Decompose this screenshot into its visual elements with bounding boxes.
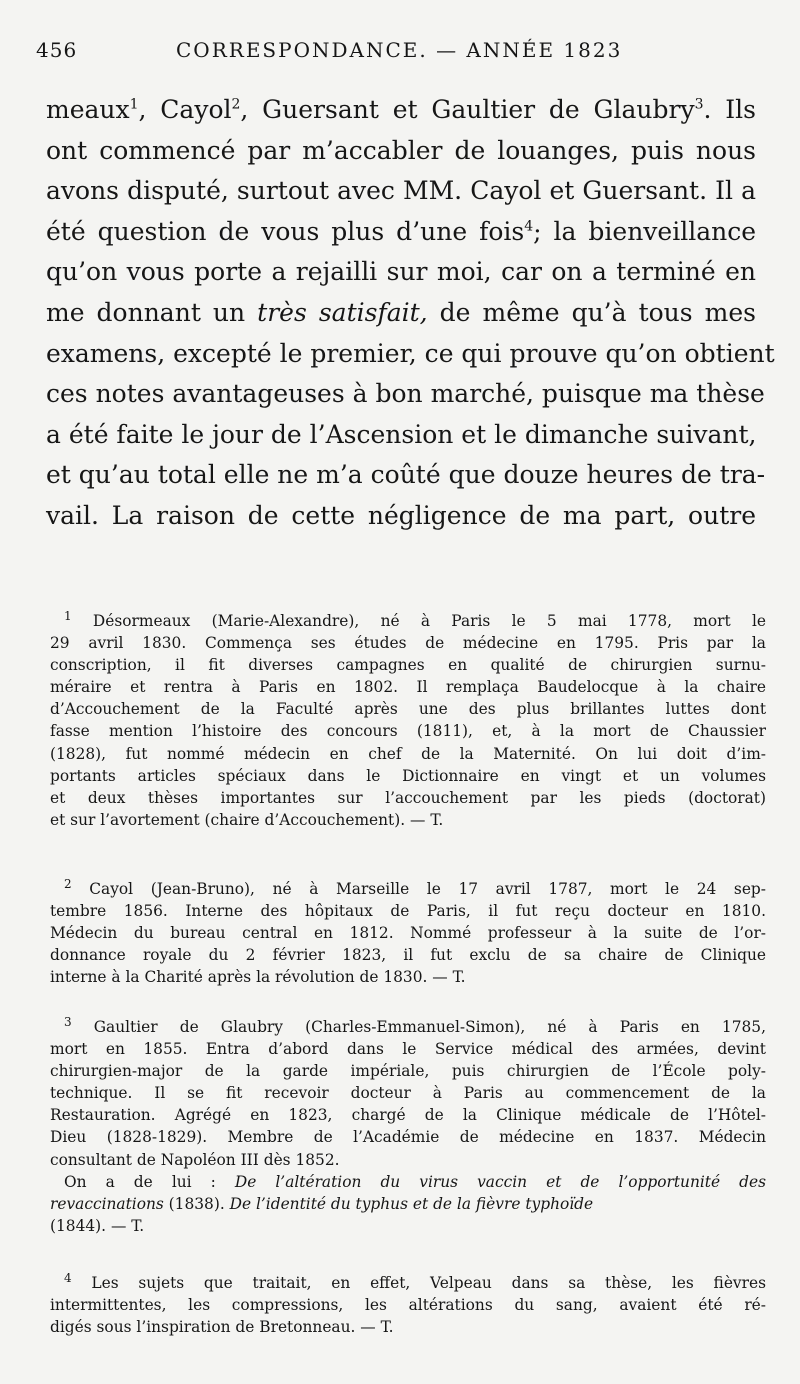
footnote-line: $^1$ Désormeaux (Marie-Alexandre), né à Paris le 5 mai 1778, mort le xyxy=(64,608,766,630)
body-line: qu’on vous porte a rejailli sur moi, car on a terminé en xyxy=(46,257,756,287)
body-line: meaux$^1$, Cayol$^2$, Guersant et Gaultier de Glaubry$^3$. Ils xyxy=(46,95,756,124)
body-line: examens, excepté le premier, ce qui prouve qu’on obtient xyxy=(46,338,775,368)
body-line: vail. La raison de cette négligence de ma part, outre xyxy=(46,500,756,530)
main-text xyxy=(46,90,775,537)
footnote-line: On a de lui : De l’altération du virus vaccin et de l’opportunité des xyxy=(64,1172,766,1191)
page-header xyxy=(36,38,766,74)
footnote-2 xyxy=(50,878,766,988)
book-title: revaccinations xyxy=(50,1194,164,1213)
note-reference-2[interactable]: 2 xyxy=(231,96,241,113)
footnote-line: fasse mention l’histoire des concours (1811), et, à la mort de Chaussier xyxy=(50,722,766,741)
footnote-line: digés sous l’inspiration de Bretonneau. — T. xyxy=(50,1318,394,1337)
body-line: a été faite le jour de l’Ascension et le dimanche suivant, xyxy=(46,419,757,449)
body-line: été question de vous plus d’une fois$^4$; la bienveillance xyxy=(46,216,756,246)
footnote-line: $^2$ Cayol (Jean-Bruno), né à Marseille le 17 avril 1787, mort le 24 sep- xyxy=(64,876,766,898)
footnote-4 xyxy=(50,1272,766,1338)
footnote-line: intermittentes, les compressions, les altérations du sang, avaient été ré- xyxy=(50,1296,766,1315)
body-line: et qu’au total elle ne m’a coûté que douze heures de tra- xyxy=(46,460,766,490)
footnote-line: d’Accouchement de la Faculté après une des plus brillantes luttes dont xyxy=(50,700,766,719)
footnote-line: (1828), fut nommé médecin en chef de la Maternité. On lui doit d’im- xyxy=(50,744,766,763)
body-line: ces notes avantageuses à bon marché, puisque ma thèse xyxy=(46,379,765,409)
body-line: avons disputé, surtout avec MM. Cayol et Guersant. Il a xyxy=(46,176,756,206)
footnote-line: tembre 1856. Interne des hôpitaux de Paris, il fut reçu docteur en 1810. xyxy=(50,902,766,921)
footnote-line: revaccinations (1838). De l’identité du typhus et de la fièvre typhoïde xyxy=(50,1194,594,1213)
footnote-number: 4 xyxy=(64,1270,72,1285)
footnote-line: Médecin du bureau central en 1812. Nommé professeur à la suite de l’or- xyxy=(50,924,766,943)
italic-phrase: très satisfait, xyxy=(257,297,428,327)
footnote-3 xyxy=(50,1016,766,1237)
running-head: CORRESPONDANCE. — ANNÉE 1823 xyxy=(176,38,623,62)
body-line: me donnant un très satisfait, de même qu’à tous mes xyxy=(46,297,756,327)
footnote-line: conscription, il fit diverses campagnes en qualité de chirurgien surnu- xyxy=(50,656,766,675)
footnote-line: et sur l’avortement (chaire d’Accouchement). — T. xyxy=(50,810,444,829)
footnote-number: 1 xyxy=(64,608,72,623)
footnote-1 xyxy=(50,610,766,831)
note-reference-1[interactable]: 1 xyxy=(129,96,139,113)
footnote-line: chirurgien-major de la garde impériale, puis chirurgien de l’École poly- xyxy=(50,1062,766,1081)
footnote-line: consultant de Napoléon III dès 1852. xyxy=(50,1150,340,1169)
footnote-line: interne à la Charité après la révolution de 1830. — T. xyxy=(50,968,466,987)
footnote-line: (1844). — T. xyxy=(50,1216,145,1235)
footnote-line: Dieu (1828-1829). Membre de l’Académie de médecine en 1837. Médecin xyxy=(50,1128,766,1147)
footnote-line: portants articles spéciaux dans le Dictionnaire en vingt et un volumes xyxy=(50,766,766,785)
footnote-line: mort en 1855. Entra d’abord dans le Service médical des armées, devint xyxy=(50,1040,766,1059)
note-reference-4[interactable]: 4 xyxy=(524,218,534,235)
footnote-line: donnance royale du 2 février 1823, il fut exclu de sa chaire de Clinique xyxy=(50,946,766,965)
footnote-line: 29 avril 1830. Commença ses études de médecine en 1795. Pris par la xyxy=(50,634,766,653)
book-title: De l’identité du typhus et de la fièvre typhoïde xyxy=(229,1194,594,1213)
footnote-line: $^4$ Les sujets que traitait, en effet, Velpeau dans sa thèse, les fièvres xyxy=(64,1270,766,1292)
footnote-number: 2 xyxy=(64,876,72,891)
footnote-number: 3 xyxy=(64,1014,72,1029)
footnote-line: et deux thèses importantes sur l’accouchement par les pieds (doctorat) xyxy=(50,788,766,807)
book-title: De l’altération du virus vaccin et de l’opportunité des xyxy=(234,1172,766,1191)
body-line: ont commencé par m’accabler de louanges, puis nous xyxy=(46,135,756,165)
note-reference-3[interactable]: 3 xyxy=(694,96,704,113)
footnote-line: technique. Il se fit recevoir docteur à Paris au commencement de la xyxy=(50,1084,766,1103)
footnote-line: $^3$ Gaultier de Glaubry (Charles-Emmanuel-Simon), né à Paris en 1785, xyxy=(64,1014,766,1036)
footnote-line: méraire et rentra à Paris en 1802. Il remplaça Baudelocque à la chaire xyxy=(50,678,766,697)
page-number: 456 xyxy=(36,38,78,62)
footnote-line: Restauration. Agrégé en 1823, chargé de la Clinique médicale de l’Hôtel- xyxy=(50,1106,766,1125)
